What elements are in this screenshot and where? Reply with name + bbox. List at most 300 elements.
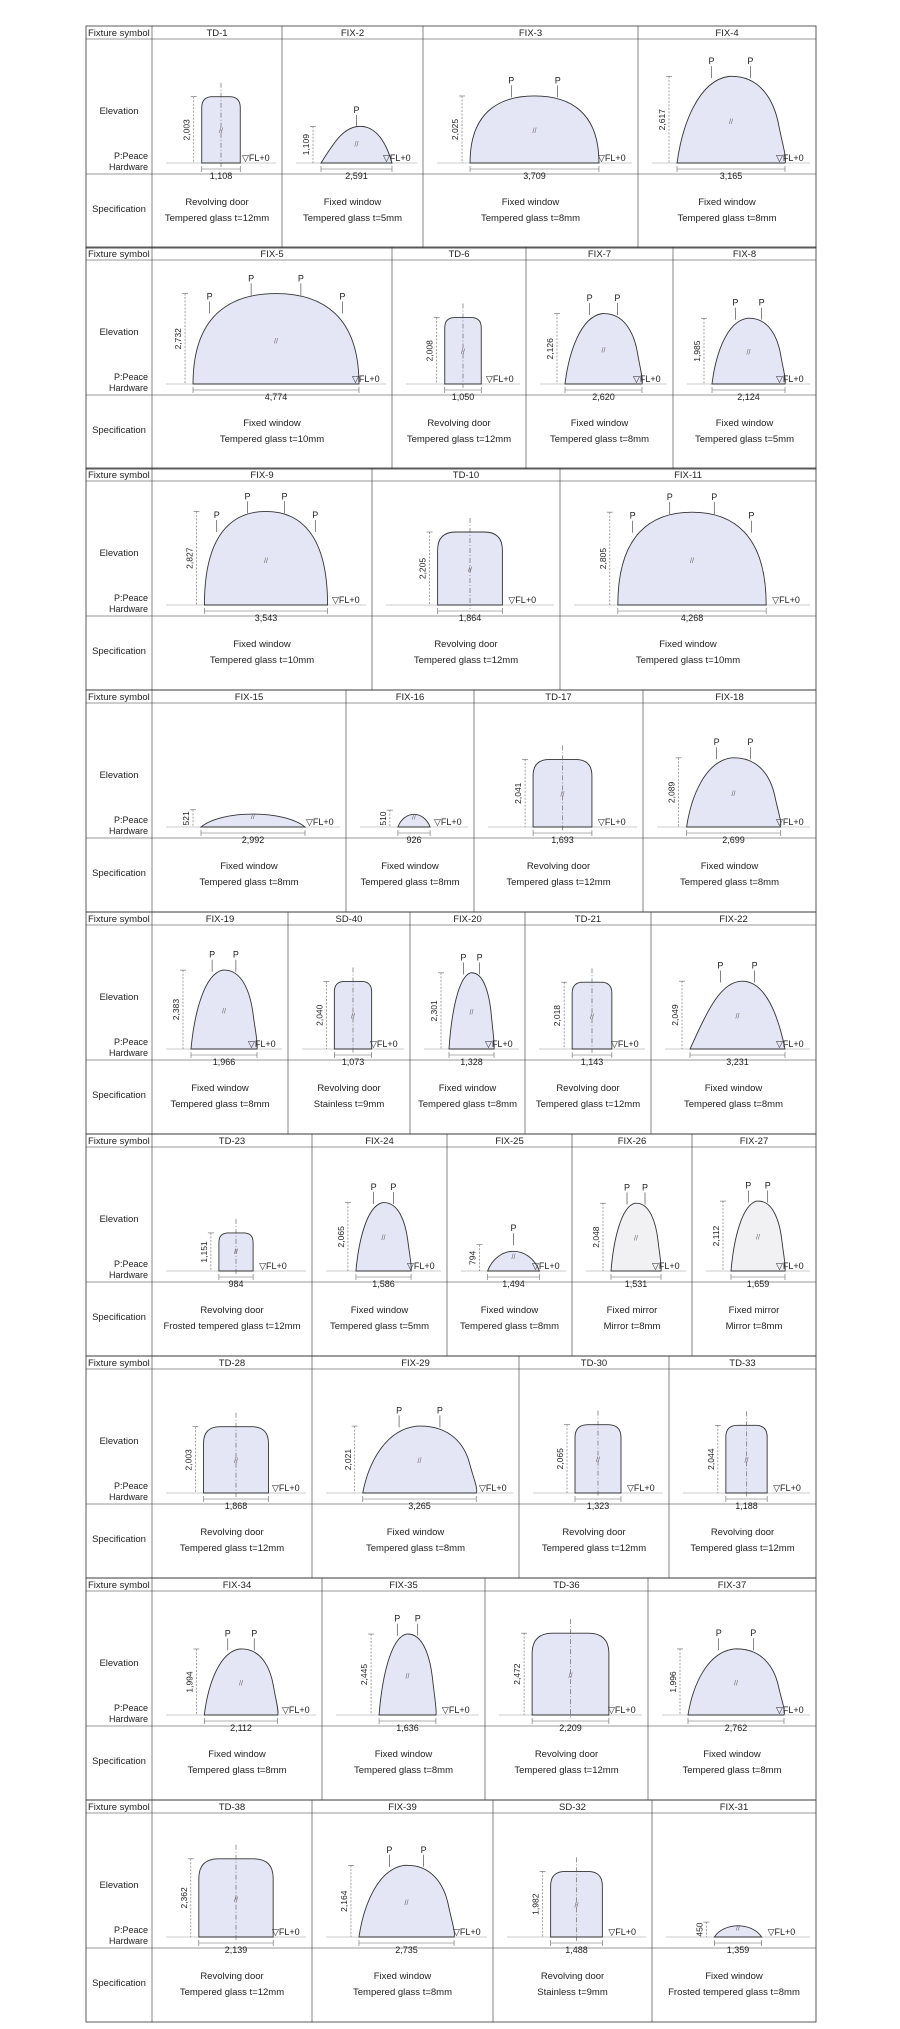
fixture-type: Fixed window — [208, 1749, 266, 1760]
specification-label: Specification — [92, 1534, 146, 1545]
fixture-glass: Frosted tempered glass t=12mm — [163, 1321, 301, 1332]
fixture-type: Revolving door — [185, 197, 249, 208]
width-dimension: 2,992 — [241, 835, 265, 845]
fixture-symbol: FIX-37 — [717, 1580, 747, 1591]
width-dimension: 1,143 — [580, 1057, 604, 1067]
fixture-band — [86, 1800, 816, 2022]
fixture-glass: Tempered glass t=8mm — [460, 1321, 559, 1332]
fixture-symbol: TD-28 — [218, 1358, 246, 1369]
floor-level-marker: ▽FL+0 — [407, 1261, 435, 1271]
fixture-symbol: TD-36 — [553, 1580, 580, 1591]
peace-marker: P — [394, 1613, 401, 1624]
fixture-symbol-label: Fixture symbol — [88, 1358, 150, 1369]
glass-hatch-mark: // — [469, 1009, 474, 1017]
width-dimension: 3,709 — [523, 171, 546, 181]
fixture-type: Fixed mirror — [728, 1305, 780, 1316]
p-peace-label: P:Peace — [113, 372, 148, 382]
specification-label: Specification — [92, 1090, 146, 1101]
peace-marker: P — [732, 297, 739, 308]
fixture-glass: Tempered glass t=12mm — [506, 877, 611, 888]
fixture-glass: Tempered glass t=8mm — [550, 434, 649, 445]
height-dimension: 2,025 — [450, 118, 461, 141]
floor-level-marker: ▽FL+0 — [652, 1261, 680, 1271]
width-dimension: 2,762 — [724, 1723, 748, 1733]
glass-hatch-mark: // — [568, 1673, 573, 1681]
fixture-glass: Tempered glass t=8mm — [418, 1099, 517, 1110]
height-dimension: 521 — [181, 811, 192, 826]
peace-marker: P — [586, 293, 593, 304]
glass-hatch-mark: // — [222, 1008, 226, 1016]
floor-level-marker: ▽FL+0 — [773, 1483, 801, 1493]
peace-marker: P — [244, 491, 251, 502]
specification-label: Specification — [92, 1978, 146, 1989]
fixture-type: Fixed window — [350, 1305, 409, 1316]
fixture-symbol: SD-32 — [559, 1802, 586, 1813]
elevation-label: Elevation — [99, 1658, 139, 1669]
fixture-type: Fixed window — [501, 197, 560, 208]
height-dimension: 2,362 — [178, 1887, 189, 1909]
peace-marker: P — [248, 273, 255, 284]
floor-level-marker: ▽FL+0 — [259, 1261, 287, 1271]
fixture-glass: Tempered glass t=12mm — [179, 1987, 285, 1998]
height-dimension: 2,126 — [545, 338, 555, 360]
peace-marker: P — [641, 1182, 649, 1193]
fixture-glass: Tempered glass t=8mm — [684, 1099, 783, 1110]
fixture-symbol: FIX-15 — [234, 692, 264, 703]
fixture-fix-26 — [586, 1136, 686, 1332]
fixture-type: Revolving door — [434, 639, 498, 650]
fixture-symbol-label: Fixture symbol — [88, 914, 150, 925]
peace-marker: P — [370, 1182, 377, 1193]
peace-marker: P — [747, 737, 754, 748]
specification-label: Specification — [92, 204, 146, 215]
fixture-glass: Tempered glass t=12mm — [514, 1765, 619, 1776]
width-dimension: 1,188 — [735, 1501, 758, 1511]
fixture-type: Fixed window — [480, 1305, 539, 1316]
fixture-glass: Tempered glass t=8mm — [170, 1099, 270, 1110]
glass-hatch-mark: // — [234, 1248, 238, 1256]
width-dimension: 1,050 — [451, 392, 475, 402]
floor-level-marker: ▽FL+0 — [352, 374, 380, 384]
peace-marker: P — [251, 1628, 258, 1639]
fixture-band — [86, 1356, 816, 1578]
fixture-symbol-label: Fixture symbol — [88, 249, 150, 260]
glass-hatch-mark: // — [274, 338, 278, 346]
floor-level-marker: ▽FL+0 — [776, 817, 804, 827]
fixture-td-30 — [533, 1358, 663, 1554]
peace-marker: P — [353, 105, 360, 116]
fixture-symbol: TD-10 — [452, 470, 480, 481]
floor-level-marker: ▽FL+0 — [441, 1705, 470, 1715]
peace-marker: P — [764, 1180, 771, 1191]
fixture-sd-32 — [507, 1802, 646, 1998]
width-dimension: 1,494 — [502, 1279, 525, 1289]
fixture-fix-9 — [166, 470, 366, 666]
fixture-fix-29 — [326, 1358, 513, 1554]
width-dimension: 1,864 — [458, 613, 482, 623]
fixture-symbol: TD-21 — [574, 914, 602, 925]
peace-marker: P — [750, 1628, 757, 1639]
floor-level-marker: ▽FL+0 — [453, 1927, 481, 1937]
fixture-glass: Tempered glass t=8mm — [353, 1987, 452, 1998]
width-dimension: 1,636 — [396, 1723, 419, 1733]
fixture-glass: Tempered glass t=10mm — [209, 655, 315, 666]
fixture-td-33 — [683, 1358, 810, 1554]
peace-marker: P — [224, 1628, 231, 1639]
height-dimension: 2,048 — [591, 1226, 601, 1248]
fixture-symbol: FIX-4 — [715, 28, 739, 39]
p-peace-label: P:Peace — [113, 593, 148, 603]
width-dimension: 1,531 — [624, 1279, 648, 1289]
peace-marker: P — [420, 1844, 427, 1855]
elevation-label: Elevation — [99, 106, 139, 117]
fixture-type: Revolving door — [534, 1749, 599, 1760]
elevation-label: Elevation — [99, 1436, 139, 1447]
height-dimension: 2,301 — [429, 1000, 439, 1022]
width-dimension: 1,868 — [224, 1501, 248, 1511]
width-dimension: 2,735 — [395, 1945, 418, 1955]
glass-hatch-mark: // — [560, 791, 565, 799]
floor-level-marker: ▽FL+0 — [776, 1705, 804, 1715]
hardware-label: Hardware — [108, 383, 148, 393]
fixture-fix-18 — [657, 692, 810, 888]
elevation-label: Elevation — [99, 548, 139, 559]
width-dimension: 2,620 — [592, 392, 615, 402]
fixture-glass: Tempered glass t=12mm — [413, 655, 519, 666]
glass-hatch-mark: // — [735, 1013, 740, 1021]
glass-hatch-mark: // — [736, 1925, 740, 1933]
width-dimension: 4,774 — [264, 392, 288, 402]
width-dimension: 1,073 — [341, 1057, 365, 1067]
floor-level-marker: ▽FL+0 — [383, 153, 411, 163]
peace-marker: P — [414, 1613, 421, 1624]
width-dimension: 1,108 — [209, 171, 233, 181]
hardware-label: Hardware — [108, 1492, 148, 1502]
fixture-symbol-label: Fixture symbol — [88, 692, 150, 703]
fixture-type: Fixed window — [233, 639, 291, 650]
fixture-symbol: FIX-20 — [453, 914, 482, 925]
peace-marker: P — [711, 492, 718, 503]
fixture-symbol: FIX-18 — [715, 692, 744, 703]
height-dimension: 2,049 — [670, 1004, 680, 1026]
fixture-symbol: TD-17 — [545, 692, 572, 703]
floor-level-marker: ▽FL+0 — [611, 1039, 639, 1049]
fixture-symbol: FIX-39 — [388, 1802, 417, 1813]
width-dimension: 4,268 — [680, 613, 704, 623]
p-peace-label: P:Peace — [113, 1481, 148, 1491]
fixture-glass: Tempered glass t=12mm — [406, 434, 512, 445]
fixture-fix-37 — [662, 1580, 810, 1776]
floor-level-marker: ▽FL+0 — [508, 595, 537, 605]
p-peace-label: P:Peace — [113, 1259, 148, 1269]
glass-hatch-mark: // — [239, 1680, 243, 1688]
floor-level-marker: ▽FL+0 — [608, 1705, 636, 1715]
fixture-fix-31 — [666, 1802, 810, 1998]
fixture-type: Revolving door — [710, 1527, 775, 1538]
floor-level-marker: ▽FL+0 — [776, 1039, 804, 1049]
fixture-fix-19 — [166, 914, 282, 1110]
fixture-td-17 — [488, 692, 637, 888]
glass-hatch-mark: // — [234, 1458, 238, 1466]
fixture-fix-27 — [706, 1136, 810, 1332]
height-dimension: 2,112 — [711, 1225, 721, 1247]
p-peace-label: P:Peace — [113, 151, 148, 161]
floor-level-marker: ▽FL+0 — [776, 153, 804, 163]
peace-marker: P — [396, 1405, 403, 1416]
p-peace-label: P:Peace — [113, 815, 148, 825]
height-dimension: 1,151 — [198, 1241, 209, 1263]
height-dimension: 510 — [377, 811, 388, 826]
height-dimension: 2,383 — [171, 998, 181, 1021]
height-dimension: 2,617 — [657, 109, 667, 131]
elevation-label: Elevation — [99, 1214, 139, 1225]
height-dimension: 1,982 — [530, 1893, 541, 1915]
height-dimension: 2,805 — [597, 547, 608, 570]
height-dimension: 2,003 — [181, 119, 192, 141]
fixture-fix-11 — [574, 470, 810, 666]
peace-marker: P — [614, 293, 621, 304]
fixture-fix-8 — [687, 249, 810, 445]
fixture-fix-25 — [460, 1136, 566, 1332]
fixture-symbol: FIX-27 — [739, 1136, 769, 1147]
peace-marker: P — [629, 510, 636, 521]
glass-hatch-mark: // — [381, 1235, 386, 1243]
height-dimension: 1,994 — [184, 1671, 195, 1693]
peace-marker: P — [460, 952, 467, 963]
fixture-symbol: FIX-2 — [340, 28, 365, 39]
width-dimension: 2,591 — [345, 171, 368, 181]
fixture-glass: Tempered glass t=12mm — [179, 1543, 285, 1554]
height-dimension: 1,109 — [301, 134, 311, 156]
glass-hatch-mark: // — [596, 1457, 600, 1465]
fixture-fix-5 — [166, 249, 386, 445]
width-dimension: 3,265 — [408, 1501, 431, 1511]
peace-marker: P — [717, 960, 724, 971]
elevation-label: Elevation — [99, 327, 139, 338]
fixture-glass: Tempered glass t=8mm — [360, 877, 460, 888]
fixture-type: Fixed window — [386, 1527, 445, 1538]
height-dimension: 2,008 — [424, 340, 435, 362]
fixture-type: Fixed window — [243, 418, 301, 429]
floor-level-marker: ▽FL+0 — [776, 374, 804, 384]
height-dimension: 2,445 — [359, 1663, 370, 1686]
fixture-glass: Mirror t=8mm — [725, 1321, 783, 1332]
peace-marker: P — [747, 56, 754, 67]
peace-marker: P — [476, 952, 483, 963]
width-dimension: 3,543 — [254, 613, 278, 623]
fixture-symbol: FIX-16 — [395, 692, 425, 703]
floor-level-marker: ▽FL+0 — [479, 1483, 507, 1493]
fixture-type: Fixed window — [438, 1083, 497, 1094]
peace-marker: P — [758, 297, 765, 308]
peace-marker: P — [213, 510, 220, 521]
fixture-symbol: TD-33 — [729, 1358, 756, 1369]
height-dimension: 2,018 — [552, 1004, 563, 1027]
floor-level-marker: ▽FL+0 — [242, 153, 270, 163]
hardware-label: Hardware — [108, 1936, 148, 1946]
fixture-sd-40 — [302, 914, 404, 1110]
fixture-symbol: FIX-9 — [250, 470, 274, 481]
fixture-symbol: TD-6 — [448, 249, 470, 260]
width-dimension: 3,231 — [726, 1057, 749, 1067]
floor-level-marker: ▽FL+0 — [772, 595, 800, 605]
width-dimension: 1,966 — [212, 1057, 236, 1067]
fixture-glass: Tempered glass t=8mm — [187, 1765, 287, 1776]
specification-label: Specification — [92, 868, 146, 879]
fixture-fix-2 — [296, 28, 417, 224]
fixture-td-36 — [499, 1580, 642, 1776]
fixture-symbol-label: Fixture symbol — [88, 1580, 150, 1591]
fixture-type: Fixed window — [704, 1083, 763, 1094]
hardware-label: Hardware — [108, 162, 148, 172]
fixture-fix-4 — [652, 28, 810, 224]
fixture-symbol: TD-30 — [580, 1358, 608, 1369]
height-dimension: 450 — [694, 1922, 705, 1937]
fixture-glass: Frosted tempered glass t=8mm — [668, 1987, 800, 1998]
fixture-glass: Stainless t=9mm — [537, 1987, 608, 1998]
glass-hatch-mark: // — [354, 141, 359, 149]
peace-marker: P — [751, 960, 758, 971]
fixture-type: Fixed window — [191, 1083, 249, 1094]
height-dimension: 2,089 — [666, 781, 677, 804]
height-dimension: 2,044 — [705, 1448, 716, 1470]
fixture-glass: Mirror t=8mm — [603, 1321, 661, 1332]
peace-marker: P — [715, 1628, 722, 1639]
fixture-type: Fixed window — [700, 861, 759, 872]
peace-marker: P — [510, 1223, 517, 1234]
fixture-symbol: FIX-26 — [617, 1136, 647, 1147]
floor-level-marker: ▽FL+0 — [608, 1927, 637, 1937]
fixture-symbol: SD-40 — [335, 914, 363, 925]
fixture-glass: Tempered glass t=5mm — [303, 213, 402, 224]
fixture-band — [86, 1134, 816, 1356]
fixture-symbol: FIX-34 — [222, 1580, 252, 1591]
specification-label: Specification — [92, 1756, 146, 1767]
peace-marker: P — [390, 1182, 397, 1193]
height-dimension: 1,996 — [667, 1671, 678, 1693]
floor-level-marker: ▽FL+0 — [272, 1927, 300, 1937]
fixture-symbol-label: Fixture symbol — [88, 28, 150, 39]
fixture-band — [86, 468, 816, 690]
height-dimension: 2,472 — [512, 1663, 523, 1685]
floor-level-marker: ▽FL+0 — [248, 1039, 276, 1049]
height-dimension: 2,164 — [338, 1890, 349, 1912]
glass-hatch-mark: // — [461, 349, 465, 357]
floor-level-marker: ▽FL+0 — [306, 817, 334, 827]
fixture-glass: Tempered glass t=8mm — [354, 1765, 453, 1776]
height-dimension: 794 — [467, 1250, 478, 1265]
height-dimension: 2,827 — [184, 547, 195, 569]
fixture-fix-24 — [326, 1136, 441, 1332]
width-dimension: 2,139 — [224, 1945, 248, 1955]
glass-hatch-mark: // — [511, 1254, 516, 1262]
fixture-type: Revolving door — [526, 861, 591, 872]
fixture-symbol: FIX-22 — [719, 914, 748, 925]
floor-level-marker: ▽FL+0 — [776, 1261, 804, 1271]
fixture-fix-22 — [665, 914, 810, 1110]
peace-marker: P — [297, 273, 304, 284]
fixture-glass: Tempered glass t=8mm — [481, 213, 580, 224]
fixture-symbol: FIX-29 — [401, 1358, 430, 1369]
fixture-glass: Tempered glass t=5mm — [330, 1321, 429, 1332]
height-dimension: 2,021 — [342, 1448, 353, 1471]
fixture-td-6 — [406, 249, 520, 445]
glass-hatch-mark: // — [734, 1680, 738, 1688]
fixture-fix-16 — [360, 692, 468, 888]
glass-hatch-mark: // — [351, 1013, 355, 1021]
fixture-symbol: FIX-8 — [732, 249, 757, 260]
floor-level-marker: ▽FL+0 — [332, 595, 360, 605]
fixture-glass: Tempered glass t=12mm — [541, 1543, 647, 1554]
fixture-glass: Tempered glass t=8mm — [682, 1765, 782, 1776]
fixture-symbol: FIX-35 — [389, 1580, 418, 1591]
fixture-band — [86, 26, 816, 248]
fixture-glass: Tempered glass t=8mm — [366, 1543, 465, 1554]
fixture-symbol-label: Fixture symbol — [88, 1802, 150, 1813]
hardware-label: Hardware — [108, 1714, 148, 1724]
peace-marker: P — [708, 56, 715, 67]
hardware-label: Hardware — [108, 1048, 148, 1058]
fixture-symbol: FIX-3 — [518, 28, 543, 39]
fixture-glass: Tempered glass t=12mm — [535, 1099, 641, 1110]
glass-hatch-mark: // — [405, 1673, 410, 1681]
fixture-type: Revolving door — [200, 1527, 264, 1538]
glass-hatch-mark: // — [601, 347, 606, 355]
fixture-symbol: FIX-25 — [495, 1136, 524, 1147]
fixture-symbol: TD-38 — [218, 1802, 246, 1813]
fixture-symbol: FIX-5 — [260, 249, 284, 260]
height-dimension: 2,065 — [335, 1226, 346, 1248]
glass-hatch-mark: // — [468, 567, 472, 575]
floor-level-marker: ▽FL+0 — [485, 1039, 513, 1049]
height-dimension: 2,041 — [513, 782, 524, 804]
height-dimension: 2,003 — [183, 1449, 194, 1471]
peace-marker: P — [554, 75, 561, 86]
fixture-type: Fixed window — [374, 1749, 433, 1760]
fixture-td-10 — [386, 470, 554, 666]
peace-marker: P — [206, 291, 213, 302]
fixture-type: Fixed mirror — [606, 1305, 658, 1316]
fixture-td-1 — [165, 28, 276, 224]
fixture-td-21 — [536, 914, 645, 1110]
fixture-type: Revolving door — [427, 418, 491, 429]
floor-level-marker: ▽FL+0 — [272, 1483, 300, 1493]
fixture-glass: Stainless t=9mm — [313, 1099, 385, 1110]
height-dimension: 2,040 — [314, 1004, 325, 1026]
fixture-fix-20 — [418, 914, 519, 1110]
fixture-band — [86, 690, 816, 912]
height-dimension: 2,205 — [417, 557, 428, 580]
peace-marker: P — [209, 949, 216, 960]
fixture-td-28 — [166, 1358, 306, 1554]
hardware-label: Hardware — [108, 604, 148, 614]
fixture-type: Fixed window — [570, 418, 629, 429]
specification-label: Specification — [92, 1312, 146, 1323]
fixture-symbol: FIX-7 — [587, 249, 612, 260]
elevation-label: Elevation — [99, 992, 139, 1003]
fixture-symbol: TD-23 — [218, 1136, 246, 1147]
fixture-type: Fixed window — [698, 197, 756, 208]
glass-hatch-mark: // — [404, 1899, 409, 1907]
fixture-type: Fixed window — [381, 861, 439, 872]
specification-label: Specification — [92, 646, 146, 657]
glass-hatch-mark: // — [746, 349, 751, 357]
width-dimension: 2,112 — [230, 1723, 252, 1733]
fixture-symbol: TD-1 — [206, 28, 228, 39]
peace-marker: P — [508, 75, 515, 86]
peace-marker: P — [386, 1844, 393, 1855]
floor-level-marker: ▽FL+0 — [486, 374, 514, 384]
